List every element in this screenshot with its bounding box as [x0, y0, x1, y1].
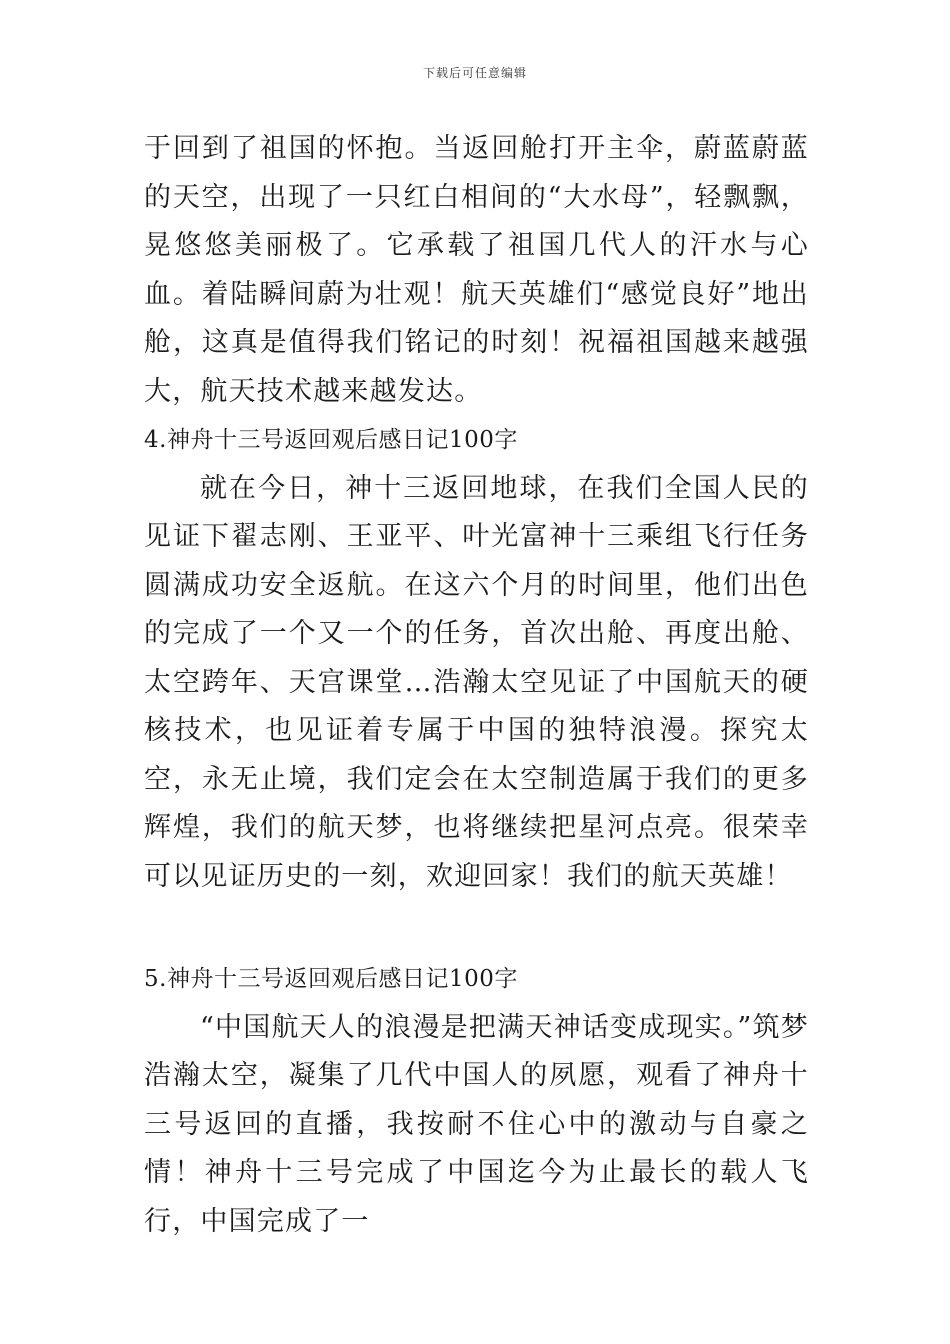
section-heading-4: 4.神舟十三号返回观后感日记100字 — [144, 427, 518, 453]
section-heading-5: 5.神舟十三号返回观后感日记100字 — [144, 966, 518, 992]
paragraph-section-5: “中国航天人的浪漫是把满天神话变成现实。”筑梦浩瀚太空，凝集了几代中国人的夙愿，观看了神舟十三号返回的直播，我按耐不住心中的激动与自豪之情！神舟十三号完成了中国迄今为止最长的载人飞行，中国完成了一 — [144, 1011, 809, 1237]
document-body — [144, 125, 809, 1246]
page-header-note: 下载后可任意编辑 — [422, 66, 527, 80]
paragraph-continued: 于回到了祖国的怀抱。当返回舱打开主伞，蔚蓝蔚蓝的天空，出现了一只红白相间的“大水母”，轻飘飘，晃悠悠美丽极了。它承载了祖国几代人的汗水与心血。着陆瞬间蔚为壮观！航天英雄们“感觉良好”地出舱，这真是值得我们铭记的时刻！祝福祖国越来越强大，航天技术越来越发达。 — [144, 133, 809, 407]
paragraph-section-4: 就在今日，神十三返回地球，在我们全国人民的见证下翟志刚、王亚平、叶光富神十三乘组飞行任务圆满成功安全返航。在这六个月的时间里，他们出色的完成了一个又一个的任务，首次出舱、再度出舱、太空跨年、天宫课堂…浩瀚太空见证了中国航天的硬核技术，也见证着专属于中国的独特浪漫。探究太空，永无止境，我们定会在太空制造属于我们的更多辉煌，我们的航天梦，也将继续把星河点亮。很荣幸可以见证历史的一刻，欢迎回家！我们的航天英雄！ — [144, 472, 809, 892]
section-gap — [144, 901, 809, 955]
